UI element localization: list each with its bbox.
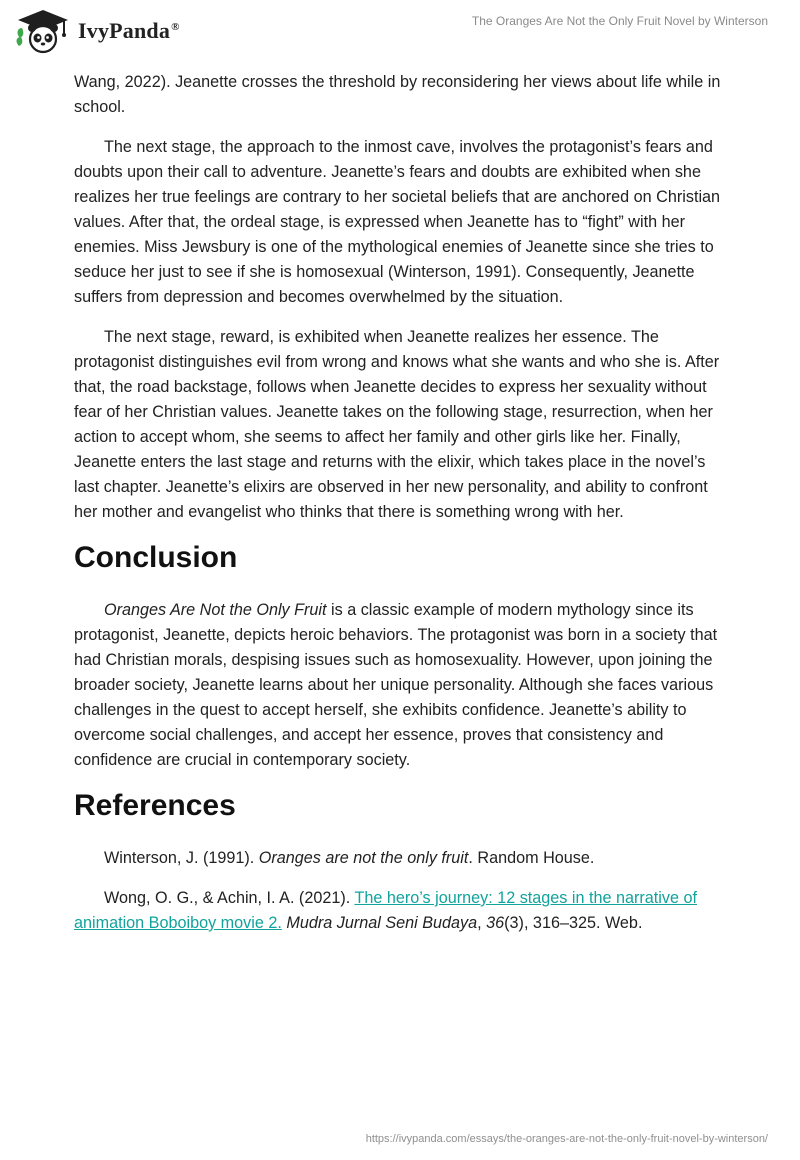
paragraph-reward-stage: The next stage, reward, is exhibited when Jeanette realizes her essence. The protagonist distinguishes evil from wrong and knows what she wants and who she is. After that, the road backstage, follows when Jeanette decides to express her sexuality without fear of her Christian values. Jeanette takes on the following stage, resurrection, when her action to accept whom, she seems to affect her family and other girls like her. Finally, Jeanette enters the last stage and returns with the elixir, which takes place in the novel’s last chapter. Jeanette’s elixirs are observed in her new personality, and ability to confront her mother and evangelist who thinks that there is something wrong with her. (74, 328, 720, 521)
reference-volume: 36 (486, 914, 505, 932)
logo-text: IvyPanda (78, 18, 171, 43)
reference-comma: , (477, 914, 487, 932)
paragraph-approach-stage: The next stage, the approach to the inmost cave, involves the protagonist’s fears and doubts upon their call to adventure. Jeanette’s fears and doubts are exhibited when she realizes her true feelings are contrary to her societal beliefs that are anchored on Christian values. After that, the ordeal stage, is expressed when Jeanette has to “fight” with her enemies. Miss Jewsbury is one of the mythological enemies of Jeanette since she tries to seduce her just to see if she is homosexual (Winterson, 1991). Consequently, Jeanette suffers from depression and becomes overwhelmed by the situation. (74, 138, 721, 306)
reference-winterson (74, 846, 726, 871)
page-title: The Oranges Are Not the Only Fruit Novel by Winterson (471, 14, 768, 28)
reference-journal: Mudra Jurnal Seni Budaya (286, 914, 478, 932)
reference-title: Oranges are not the only fruit (258, 849, 469, 867)
reference-author: Wong, O. G., & Achin, I. A. (2021). (104, 889, 355, 907)
footer-url: https://ivypanda.com/essays/the-oranges-are-not-the-only-fruit-novel-by-winterson/ (365, 1133, 768, 1145)
reference-author: Winterson, J. (1991). (104, 849, 259, 867)
reference-wong (74, 886, 726, 936)
panda-graduate-icon (14, 8, 72, 54)
reference-pages: (3), 316–325. Web. (504, 914, 643, 932)
ivypanda-logo[interactable] (14, 8, 180, 54)
registered-mark: ® (171, 20, 180, 33)
paragraph-continued: Wang, 2022). Jeanette crosses the threshold by reconsidering her views about life while in school. (74, 73, 721, 116)
logo-wordmark (78, 18, 180, 44)
conclusion-paragraph (74, 598, 726, 773)
page-header (0, 0, 800, 64)
essay-content (74, 70, 726, 951)
reference-publisher: . Random House. (468, 849, 595, 867)
conclusion-text: is a classic example of modern mythology since its protagonist, Jeanette, depicts heroic behaviors. The protagonist was born in a society that had Christian morals, despising issues such as homosexuality. However, upon joining the broader society, Jeanette learns about her unique personality. Although she faces various challenges in the quest to accept herself, she exhibits confidence. Jeanette’s ability to overcome social challenges, and accept her essence, proves that consistency and confidence are crucial in contemporary society. (74, 601, 718, 769)
reference-link[interactable]: The hero’s journey: 12 stages in the narrative of animation Boboiboy movie 2. (74, 889, 697, 932)
novel-title-italic: Oranges Are Not the Only Fruit (104, 601, 327, 619)
references-heading: References (74, 789, 236, 822)
conclusion-heading: Conclusion (74, 541, 238, 574)
